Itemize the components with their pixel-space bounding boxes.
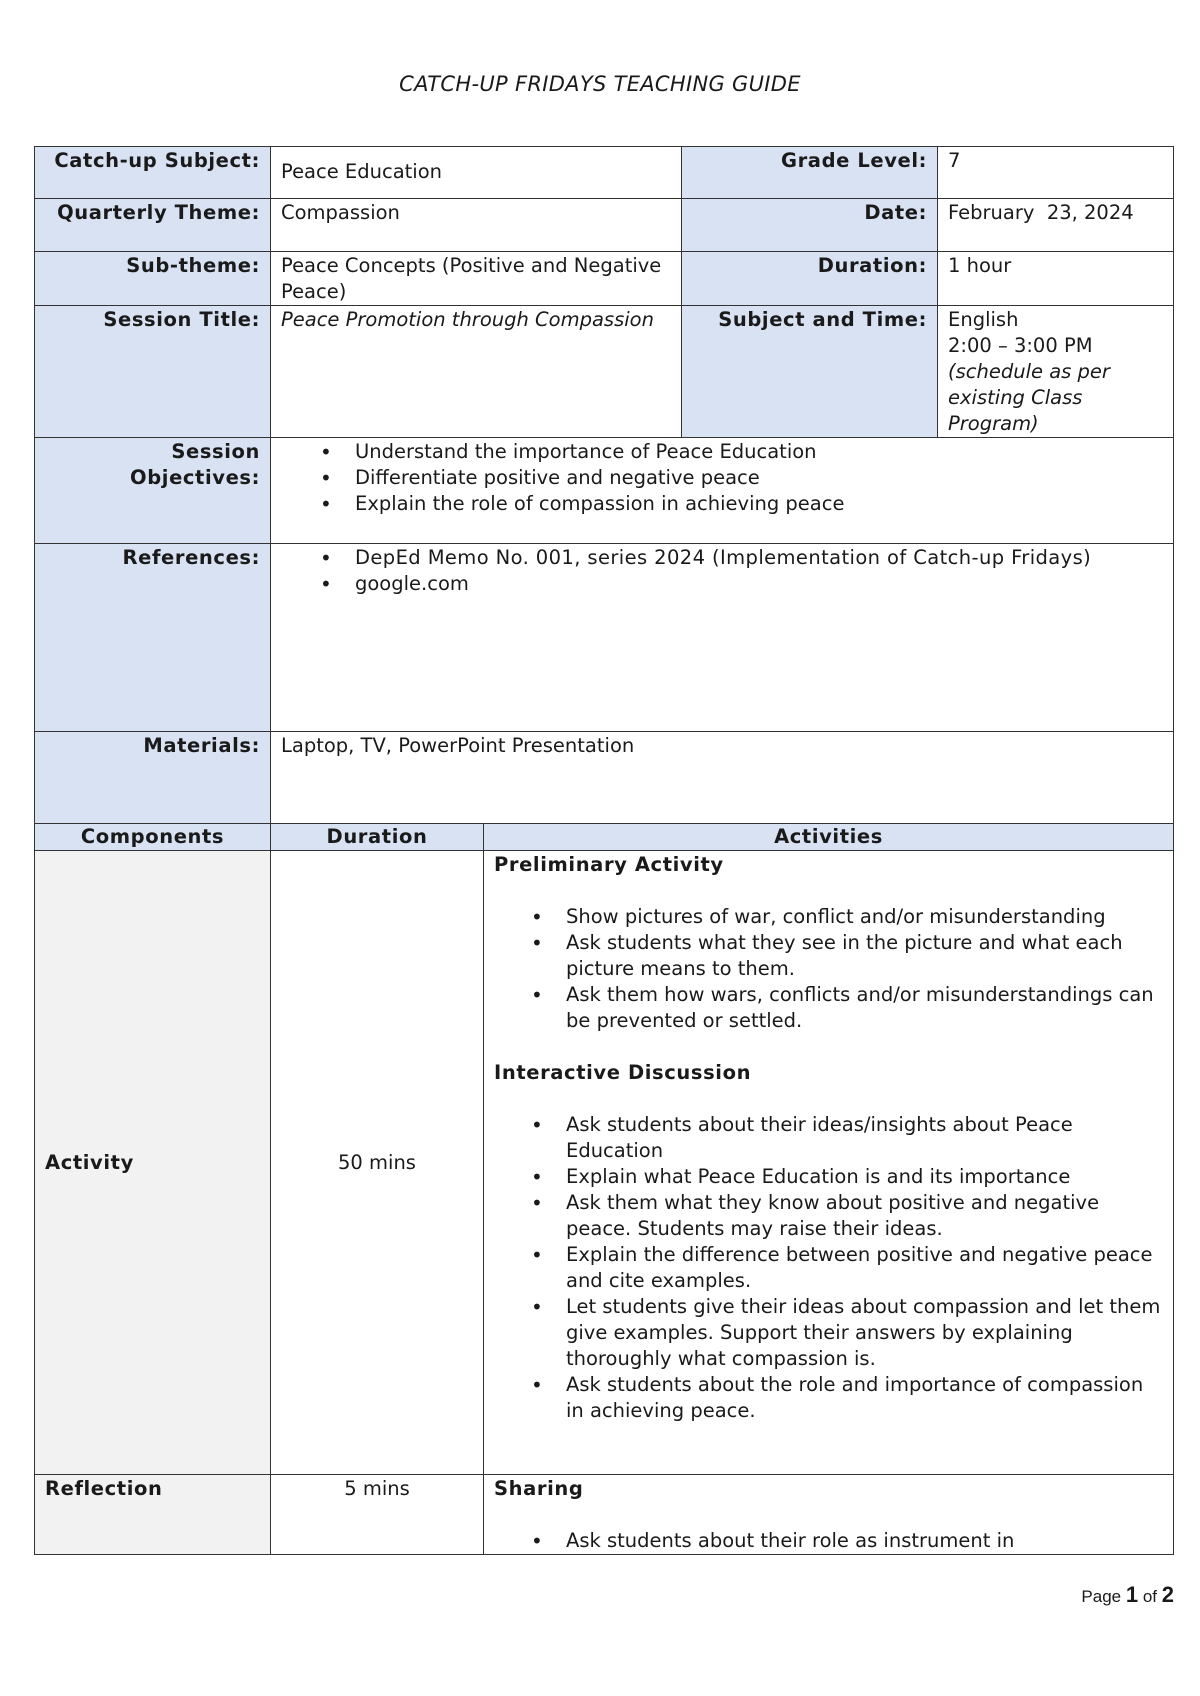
activity-duration: 50 mins	[271, 851, 484, 1475]
subject-value: English	[948, 308, 1019, 331]
page-label: Page	[1081, 1587, 1122, 1606]
duration-header: Duration	[271, 824, 484, 851]
reflection-details	[484, 1475, 1174, 1555]
sub-theme-value: Peace Concepts (Positive and Negative Peace)	[271, 252, 682, 306]
quarterly-theme-label: Quarterly Theme:	[35, 199, 271, 252]
preliminary-activity-list	[494, 904, 1163, 1034]
subject-time-label: Subject and Time:	[682, 306, 938, 438]
session-objectives-label: Session Objectives:	[35, 438, 271, 544]
discussion-item: • Ask them what they know about positive and negative peace. Students may raise their ideas.	[566, 1190, 1163, 1242]
reflection-component: Reflection	[35, 1475, 271, 1555]
current-page: 1	[1125, 1582, 1139, 1607]
session-objectives-value	[271, 438, 1174, 544]
references-value	[271, 544, 1174, 732]
objective-item: • Differentiate positive and negative peace	[355, 465, 1163, 491]
references-label: References:	[35, 544, 271, 732]
sharing-list	[494, 1528, 1163, 1554]
time-value: 2:00 – 3:00 PM	[948, 334, 1093, 357]
row-subject-grade	[35, 147, 1174, 199]
row-theme-date	[35, 199, 1174, 252]
grade-level-value: 7	[938, 147, 1174, 199]
grade-level-label: Grade Level:	[682, 147, 938, 199]
document-title: CATCH-UP FRIDAYS TEACHING GUIDE	[399, 72, 801, 96]
quarterly-theme-value: Compassion	[271, 199, 682, 252]
preliminary-item: • Ask students what they see in the picture and what each picture means to them.	[566, 930, 1163, 982]
subject-time-value	[938, 306, 1174, 438]
sub-theme-label: Sub-theme:	[35, 252, 271, 306]
date-label: Date:	[682, 199, 938, 252]
activity-row	[35, 851, 1174, 1475]
catchup-subject-value: Peace Education	[271, 147, 682, 199]
catchup-subject-label: Catch-up Subject:	[35, 147, 271, 199]
discussion-item: • Ask students about the role and importance of compassion in achieving peace.	[566, 1372, 1163, 1424]
sharing-item: • Ask students about their role as instrument in	[566, 1528, 1163, 1554]
materials-value: Laptop, TV, PowerPoint Presentation	[271, 732, 1174, 824]
duration-label: Duration:	[682, 252, 938, 306]
components-header: Components	[35, 824, 271, 851]
discussion-item: • Ask students about their ideas/insights about Peace Education	[566, 1112, 1163, 1164]
row-objectives	[35, 438, 1174, 544]
page-number	[1081, 1582, 1174, 1608]
row-subtheme-duration	[35, 252, 1174, 306]
interactive-discussion-list	[494, 1112, 1163, 1424]
discussion-item: • Let students give their ideas about compassion and let them give examples. Support their answers by explaining thoroughly what compassion is.	[566, 1294, 1163, 1372]
teaching-guide-table	[34, 146, 1174, 1555]
page-of-label: of	[1142, 1587, 1158, 1606]
row-session-title	[35, 306, 1174, 438]
session-title-value: Peace Promotion through Compassion	[271, 306, 682, 438]
discussion-item: • Explain the difference between positive and negative peace and cite examples.	[566, 1242, 1163, 1294]
preliminary-activity-title: Preliminary Activity	[494, 853, 724, 876]
objectives-list	[281, 439, 1163, 517]
row-materials	[35, 732, 1174, 824]
reflection-row	[35, 1475, 1174, 1555]
sharing-title: Sharing	[494, 1477, 584, 1500]
components-header-row	[35, 824, 1174, 851]
discussion-item: • Explain what Peace Education is and its importance	[566, 1164, 1163, 1190]
objective-item: • Understand the importance of Peace Education	[355, 439, 1163, 465]
reference-item: • google.com	[355, 571, 1163, 597]
activity-component: Activity	[35, 851, 271, 1475]
date-value: February 23, 2024	[938, 199, 1174, 252]
interactive-discussion-title: Interactive Discussion	[494, 1061, 752, 1084]
reflection-duration: 5 mins	[271, 1475, 484, 1555]
activities-header: Activities	[484, 824, 1174, 851]
preliminary-item: • Show pictures of war, conflict and/or misunderstanding	[566, 904, 1163, 930]
row-references	[35, 544, 1174, 732]
schedule-note: (schedule as per existing Class Program)	[948, 360, 1110, 435]
preliminary-item: • Ask them how wars, conflicts and/or misunderstandings can be prevented or settled.	[566, 982, 1163, 1034]
session-title-label: Session Title:	[35, 306, 271, 438]
reference-item: • DepEd Memo No. 001, series 2024 (Implementation of Catch-up Fridays)	[355, 545, 1163, 571]
duration-value: 1 hour	[938, 252, 1174, 306]
objective-item: • Explain the role of compassion in achieving peace	[355, 491, 1163, 517]
materials-label: Materials:	[35, 732, 271, 824]
activity-details	[484, 851, 1174, 1475]
total-pages: 2	[1161, 1582, 1174, 1607]
references-list	[281, 545, 1163, 597]
